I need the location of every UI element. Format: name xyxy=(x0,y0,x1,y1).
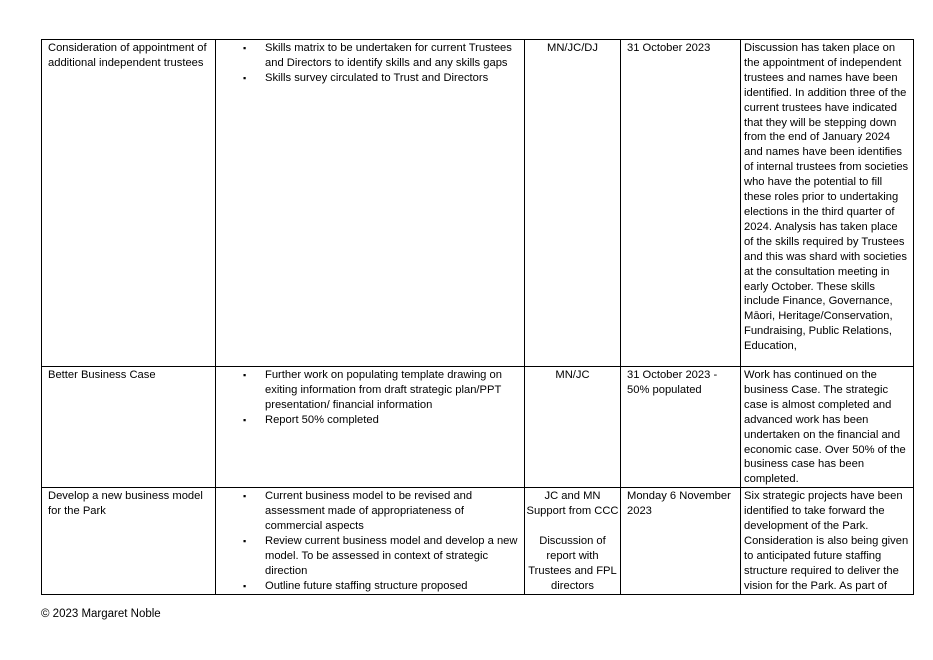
progress-cell: Six strategic projects have been identified to take forward the development of the Park. Consideration is also being given to anticipated future staffing structure required to deliver the vision for the Park. As part of xyxy=(741,488,914,594)
table-row xyxy=(42,367,914,488)
copyright-footer: © 2023 Margaret Noble xyxy=(41,608,161,620)
list-item: ▪ Further work on populating template drawing on exiting information from draft strategic plan/PPT presentation/ financial information xyxy=(243,368,521,413)
list-item: ▪ Current business model to be revised and assessment made of appropriateness of commercial aspects xyxy=(243,489,521,534)
item-cell: Consideration of appointment of additional independent trustees xyxy=(42,40,216,367)
list-item: ▪ Skills survey circulated to Trust and Directors xyxy=(243,71,521,86)
actions-list xyxy=(219,489,521,593)
actions-cell xyxy=(216,367,525,488)
progress-cell: Work has continued on the business Case. The strategic case is almost completed and advanced work has been undertaken on the financial and economic case. Over 50% of the business case has been completed. xyxy=(741,367,914,488)
item-cell: Develop a new business model for the Park xyxy=(42,488,216,594)
responsible-note: Discussion of report with Trustees and FPL directors xyxy=(528,534,617,592)
deadline-cell: 31 October 2023 xyxy=(621,40,741,367)
list-item: ▪ Report 50% completed xyxy=(243,413,521,428)
deadline-cell: Monday 6 November 2023 xyxy=(621,488,741,594)
responsible-cell: MN/JC xyxy=(525,367,621,488)
actions-cell xyxy=(216,488,525,594)
action-plan-table xyxy=(41,39,914,595)
table-row xyxy=(42,40,914,367)
responsible-cell xyxy=(525,488,621,594)
deadline-cell: 31 October 2023 - 50% populated xyxy=(621,367,741,488)
actions-list xyxy=(219,368,521,428)
actions-cell xyxy=(216,40,525,367)
item-cell: Better Business Case xyxy=(42,367,216,488)
responsible-cell: MN/JC/DJ xyxy=(525,40,621,367)
list-item: ▪ Review current business model and develop a new model. To be assessed in context of strategic direction xyxy=(243,534,521,579)
progress-cell: Discussion has taken place on the appointment of independent trustees and names have been identified. In addition three of the current trustees have indicated that they will be stepping down from the end of January 2024 and names have been identifies of internal trustees from societies who have the potential to fill these roles prior to undertaking elections in the third quarter of 2024. Analysis has taken place of the skills required by Trustees and this was shard with societies at the consultation meeting in early October. These skills include Finance, Governance, Māori, Heritage/Conservation, Fundraising, Public Relations, Education, xyxy=(741,40,914,367)
actions-list xyxy=(219,41,521,86)
responsible-names: JC and MN Support from CCC xyxy=(526,490,619,518)
list-item: ▪ Skills matrix to be undertaken for current Trustees and Directors to identify skills and any skills gaps xyxy=(243,41,521,71)
table-row xyxy=(42,488,914,594)
list-item: ▪ Outline future staffing structure proposed xyxy=(243,579,521,594)
